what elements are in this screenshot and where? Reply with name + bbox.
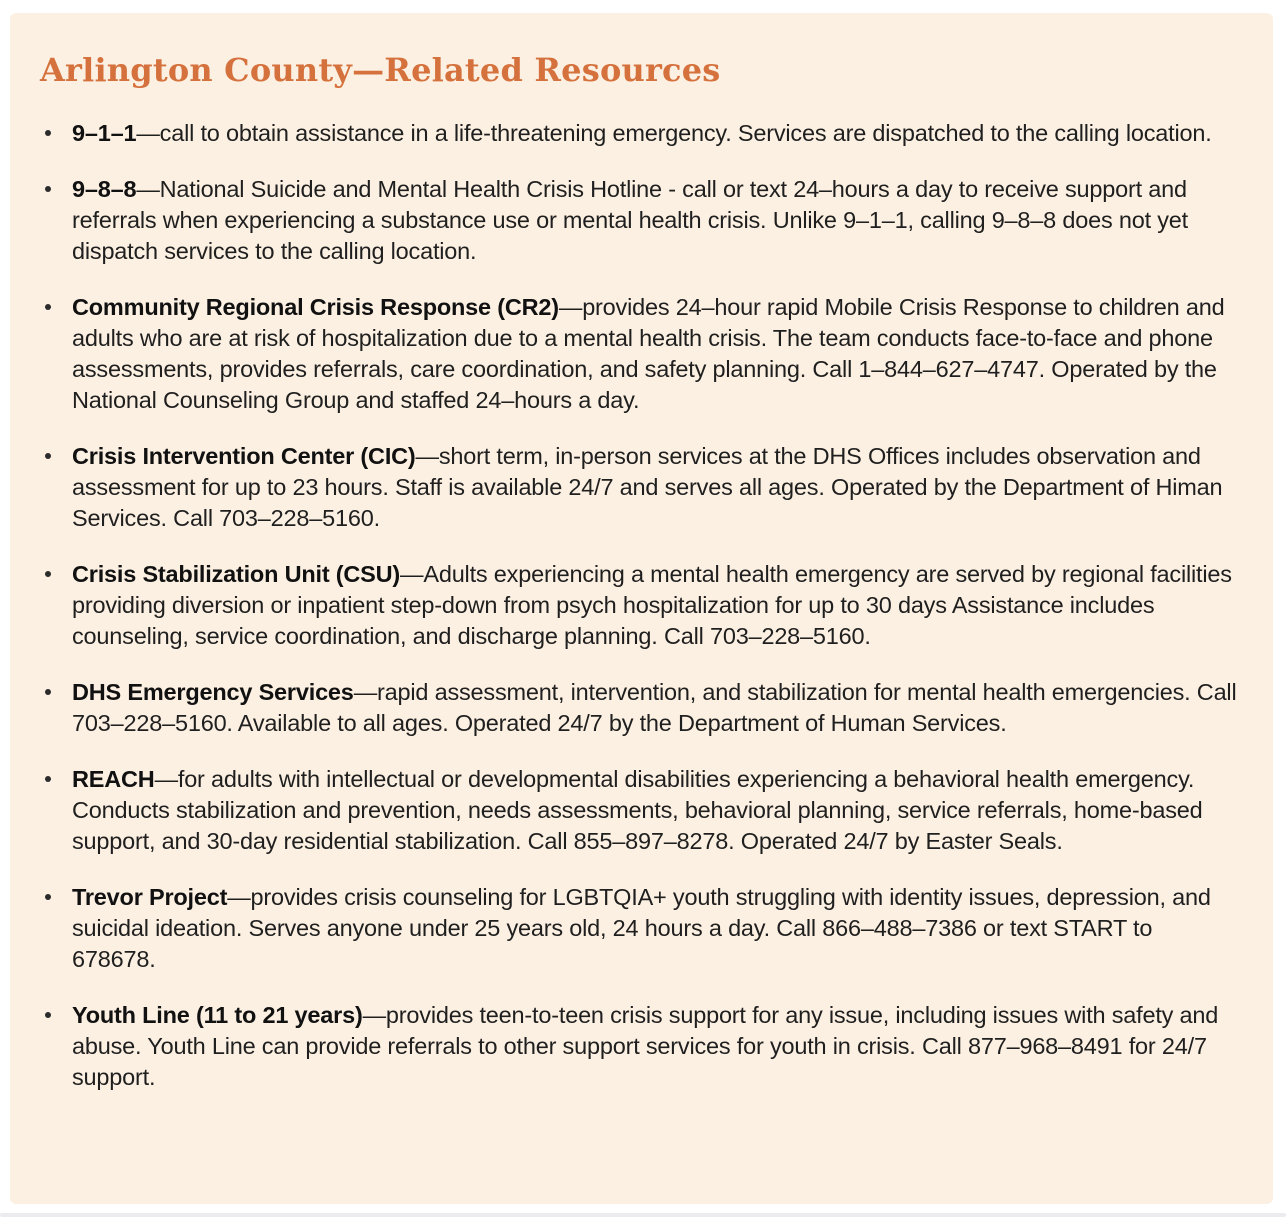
resource-description: —provides crisis counseling for LGBTQIA+ youth struggling with identity issues, depression, and suicidal ideation. Serves anyone under 25 years old, 24 hours a day. Call 866–488–7386 or text START to 678678. [72, 884, 1211, 973]
resource-description: —short term, in-person services at the DHS Offices includes observation and assessment for up to 23 hours. Staff is available 24/7 and serves all ages. Operated by the Department of Himan Services. Call 703–228–5160. [72, 443, 1223, 532]
resource-description: —rapid assessment, intervention, and stabilization for mental health emergencies. Call 703–228–5160. Available to all ages. Operated 24/7 by the Department of Human Services. [72, 679, 1237, 737]
bullet-icon [45, 118, 72, 136]
resource-text [72, 677, 1241, 739]
resource-text [72, 292, 1241, 416]
resources-list [45, 118, 1241, 1093]
bullet-icon [45, 559, 72, 577]
list-item [45, 441, 1241, 534]
resource-description: —Adults experiencing a mental health emergency are served by regional facilities providing diversion or inpatient step-down from psych hospitalization for up to 30 days Assistance includes counseling, service coordination, and discharge planning. Call 703–228–5160. [72, 561, 1232, 650]
list-item [45, 764, 1241, 857]
resource-description: —provides 24–hour rapid Mobile Crisis Response to children and adults who are at risk of hospitalization due to a mental health crisis. The team conducts face-to-face and phone assessments, provides referrals, care coordination, and safety planning. Call 1–844–627–4747. Operated by the National Counseling Group and staffed 24–hours a day. [72, 294, 1225, 414]
list-item [45, 1000, 1241, 1093]
bullet-icon [45, 441, 72, 459]
resource-text [72, 1000, 1241, 1093]
resource-text [72, 764, 1241, 857]
bullet-icon [45, 292, 72, 310]
resource-text [72, 882, 1241, 975]
list-item [45, 882, 1241, 975]
resource-text [72, 174, 1241, 267]
resource-name: Crisis Stabilization Unit (CSU) [72, 561, 401, 588]
resource-name: Community Regional Crisis Response (CR2) [72, 294, 559, 321]
resource-name: DHS Emergency Services [72, 679, 354, 706]
resource-name: Youth Line (11 to 21 years) [72, 1002, 363, 1029]
page-title: Arlington County—Related Resources [40, 51, 721, 89]
bullet-icon [45, 764, 72, 782]
resource-name: Trevor Project [72, 884, 228, 911]
list-item [45, 174, 1241, 267]
list-item [45, 118, 1241, 149]
resource-text [72, 441, 1241, 534]
bullet-icon [45, 174, 72, 192]
resource-text [72, 559, 1241, 652]
bullet-icon [45, 882, 72, 900]
resource-name: Crisis Intervention Center (CIC) [72, 443, 416, 470]
resource-name: 9–8–8 [72, 176, 137, 203]
list-item [45, 677, 1241, 739]
resources-card [10, 13, 1273, 1204]
bullet-icon [45, 1000, 72, 1018]
resource-name: 9–1–1 [72, 120, 137, 147]
resource-description: —National Suicide and Mental Health Crisis Hotline - call or text 24–hours a day to receive support and referrals when experiencing a substance use or mental health crisis. Unlike 9–1–1, calling 9–8–8 does not yet dispatch services to the calling location. [72, 176, 1188, 265]
list-item [45, 292, 1241, 416]
resource-description: —call to obtain assistance in a life-threatening emergency. Services are dispatched to the calling location. [136, 120, 1212, 147]
resource-description: —for adults with intellectual or developmental disabilities experiencing a behavioral health emergency. Conducts stabilization and prevention, needs assessments, behavioral planning, service referrals, home-based support, and 30-day residential stabilization. Call 855–897–8278. Operated 24/7 by Easter Seals. [72, 766, 1203, 855]
list-item [45, 559, 1241, 652]
resource-text [72, 118, 1212, 149]
resource-name: REACH [72, 766, 155, 793]
resource-description: —provides teen-to-teen crisis support for any issue, including issues with safety and abuse. Youth Line can provide referrals to other support services for youth in crisis. Call 877–968–8491 for 24/7 support. [72, 1002, 1219, 1091]
bullet-icon [45, 677, 72, 695]
bottom-divider [0, 1213, 1286, 1217]
